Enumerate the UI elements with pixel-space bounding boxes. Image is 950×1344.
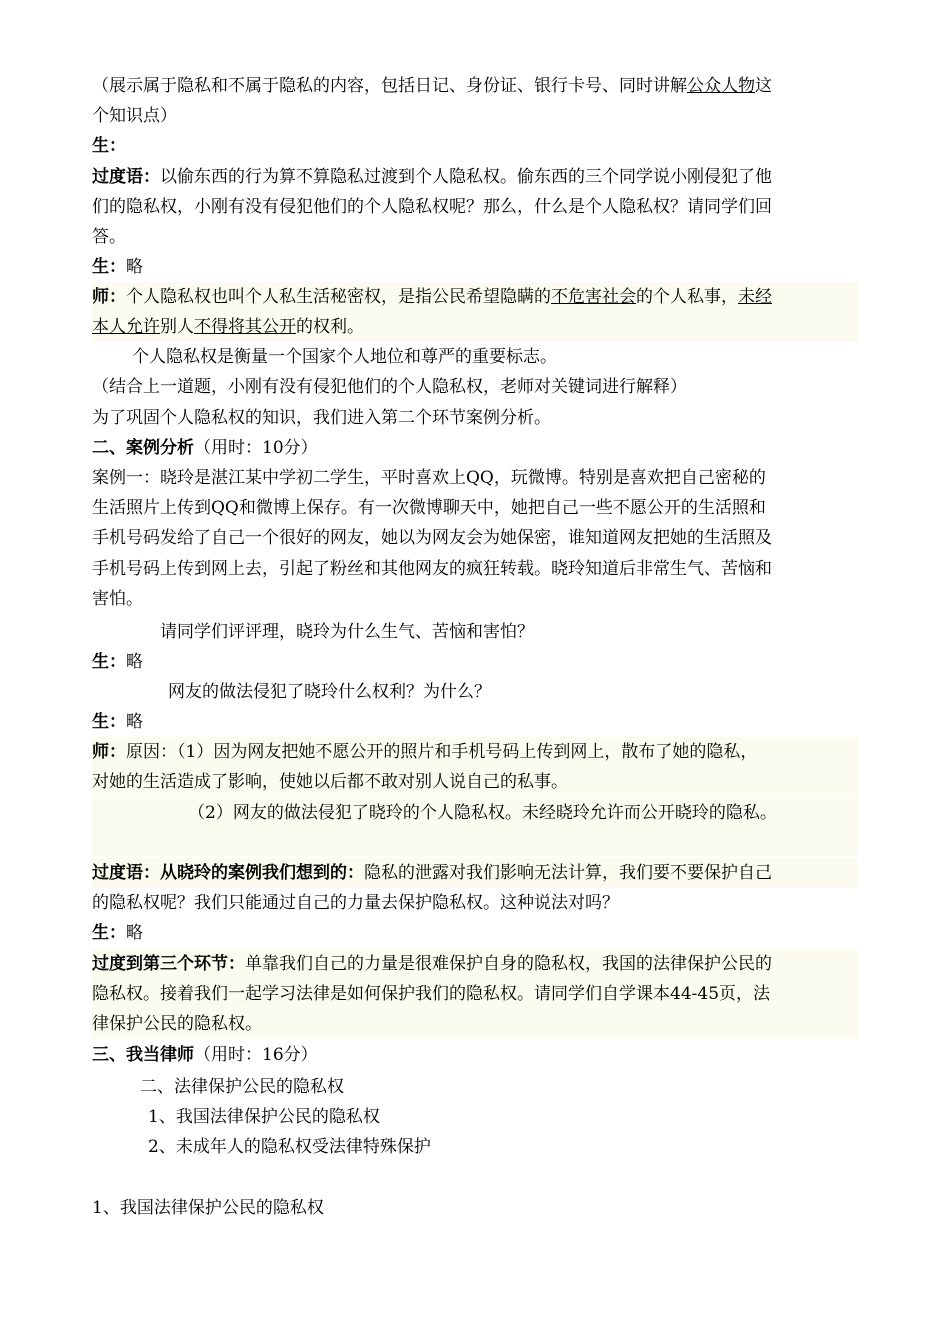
student-response: 生：略 <box>92 923 143 943</box>
text-line: 答。 <box>92 227 126 247</box>
question: 网友的做法侵犯了晓玲什么权利？为什么？ <box>168 682 491 702</box>
underlined-term: 本人允许 <box>92 317 160 337</box>
text-line: 律保护公民的隐私权。 <box>92 1009 858 1039</box>
text-line: 为了巩固个人隐私权的知识，我们进入第二个环节案例分析。 <box>92 408 551 428</box>
text-line: 对她的生活造成了影响，使她以后都不敢对别人说自己的私事。 <box>92 767 858 797</box>
text-line: （展示属于隐私和不属于隐私的内容，包括日记、身份证、银行卡号、同时讲解公众人物这 <box>92 76 772 96</box>
text-line: 个人隐私权是衡量一个国家个人地位和尊严的重要标志。 <box>132 347 557 367</box>
text-line: 本人允许别人不得将其公开的权利。 <box>92 312 858 342</box>
transition-paragraph: 过度语：以偷东西的行为算不算隐私过渡到个人隐私权。偷东西的三个同学说小刚侵犯了他 <box>92 167 772 187</box>
student-response: 生：略 <box>92 712 143 732</box>
teacher-answer: 师：原因：（1）因为网友把她不愿公开的照片和手机号码上传到网上，散布了她的隐私， <box>92 737 858 767</box>
text-line: 害怕。 <box>92 589 143 609</box>
underlined-term: 未经 <box>738 287 772 307</box>
text-line: （2）网友的做法侵犯了晓玲的个人隐私权。未经晓玲允许而公开晓玲的隐私。 <box>92 798 858 828</box>
text-line: 个知识点） <box>92 106 177 126</box>
text-line: （结合上一道题，小刚有没有侵犯他们的个人隐私权，老师对关键词进行解释） <box>92 377 687 397</box>
section-heading: 三、我当律师（用时：16分） <box>92 1045 318 1065</box>
student-response: 生：略 <box>92 652 143 672</box>
text-line: 生活照片上传到QQ和微博上保存。有一次微博聊天中，她把自己一些不愿公开的生活照和 <box>92 498 766 518</box>
text-line: 手机号码上传到网上去，引起了粉丝和其他网友的疯狂转载。晓玲知道后非常生气、苦恼和 <box>92 559 772 579</box>
text-line: 隐私权。接着我们一起学习法律是如何保护我们的隐私权。请同学们自学课本44-45页，法 <box>92 979 858 1009</box>
transition-paragraph: 过度到第三个环节：单靠我们自己的力量是很难保护自身的隐私权，我国的法律保护公民的 <box>92 949 858 979</box>
outline-item: 二、法律保护公民的隐私权 <box>140 1077 344 1097</box>
student-response: 生：略 <box>92 257 143 277</box>
student-label: 生： <box>92 136 126 156</box>
text-line: 的隐私权呢？我们只能通过自己的力量去保护隐私权。这种说法对吗？ <box>92 893 619 913</box>
section-heading: 二、案例分析（用时：10分） <box>92 438 318 458</box>
underlined-term: 公众人物 <box>687 76 755 96</box>
bold-lead: 过度语： <box>92 167 160 187</box>
case-paragraph: 案例一：晓玲是湛江某中学初二学生，平时喜欢上QQ，玩微博。特别是喜欢把自己密秘的 <box>92 468 766 488</box>
subsection-heading: 1、我国法律保护公民的隐私权 <box>92 1198 324 1218</box>
text-line: 手机号码发给了自己一个很好的网友，她以为网友会为她保密，谁知道网友把她的生活照及 <box>92 528 772 548</box>
question: 请同学们评评理，晓玲为什么生气、苦恼和害怕？ <box>160 622 534 642</box>
highlight-band <box>92 828 858 856</box>
outline-item: 1、我国法律保护公民的隐私权 <box>148 1107 380 1127</box>
transition-paragraph: 过度语：从晓玲的案例我们想到的：隐私的泄露对我们影响无法计算，我们要不要保护自己 <box>92 858 858 888</box>
underlined-term: 不得将其公开 <box>194 317 296 337</box>
outline-item: 2、未成年人的隐私权受法律特殊保护 <box>148 1137 431 1157</box>
text-line: 们的隐私权，小刚有没有侵犯他们的个人隐私权呢？那么，什么是个人隐私权？请同学们回 <box>92 197 772 217</box>
teacher-definition: 师：个人隐私权也叫个人私生活秘密权，是指公民希望隐瞒的不危害社会的个人私事，未经 <box>92 282 858 312</box>
underlined-term: 不危害社会 <box>551 287 636 307</box>
